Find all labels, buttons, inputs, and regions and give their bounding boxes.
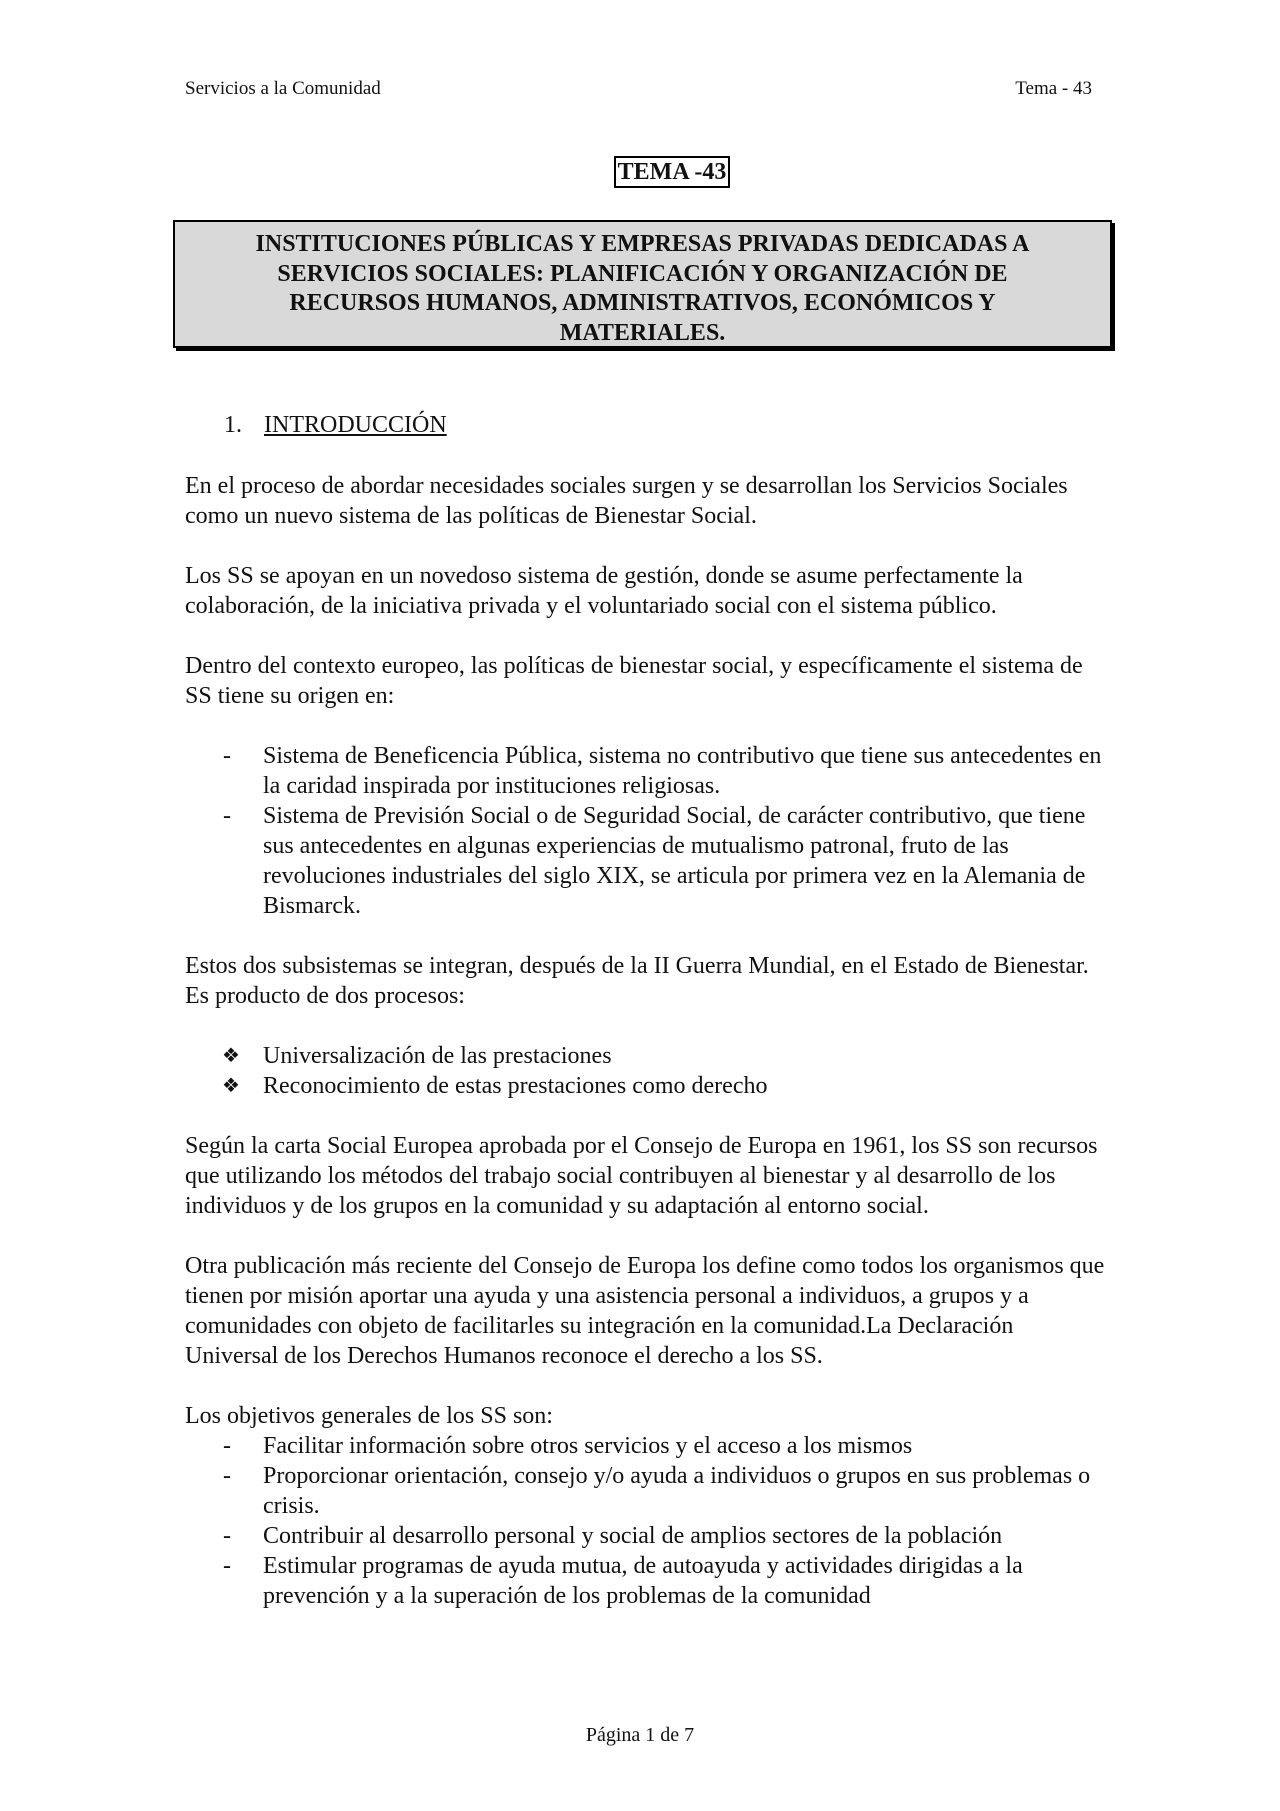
list-item [185, 801, 1105, 921]
section-label: INTRODUCCIÓN [264, 412, 447, 438]
page-footer: Página 1 de 7 [585, 1724, 695, 1746]
title-box [173, 220, 1112, 348]
process-list [185, 1041, 1105, 1101]
list-item [185, 741, 1105, 801]
header-right: Tema - 43 [1015, 78, 1092, 99]
tema-label: TEMA -43 [614, 156, 731, 188]
list-item [185, 1521, 1105, 1551]
list-item [185, 1431, 1105, 1461]
dash-bullet: - [223, 1553, 231, 1579]
paragraph: Los SS se apoyan en un novedoso sistema de gestión, donde se asume perfectamente la colaboración, de la iniciativa privada y el voluntariado social con el sistema público. [185, 563, 1023, 619]
body-text [185, 471, 1105, 1641]
diamond-bullet-icon: ❖ [222, 1045, 240, 1067]
list-item [185, 1461, 1105, 1521]
list-item-text: Facilitar información sobre otros servicios y el acceso a los mismos [263, 1433, 913, 1459]
dash-bullet: - [223, 1433, 231, 1459]
list-item [185, 1071, 1105, 1101]
paragraph: Según la carta Social Europea aprobada por el Consejo de Europa en 1961, los SS son recursos que utilizando los métodos del trabajo social contribuyen al bienestar y al desarrollo de los individuos y de los grupos en la comunidad y su adaptación al entorno social. [185, 1133, 1098, 1219]
objectives-list [185, 1431, 1105, 1611]
list-item [185, 1041, 1105, 1071]
list-item [185, 1551, 1105, 1611]
origin-list [185, 741, 1105, 921]
list-item-text: Universalización de las prestaciones [263, 1043, 612, 1069]
list-item-text: Estimular programas de ayuda mutua, de autoayuda y actividades dirigidas a la prevención y a la superación de los problemas de la comunidad [263, 1553, 1023, 1609]
paragraph: Otra publicación más reciente del Consejo de Europa los define como todos los organismos que tienen por misión aportar una ayuda y una asistencia personal a individuos, a grupos y a comunidades con objeto de facilitarles su integración en la comunidad.La Declaración Universal de los Derechos Humanos reconoce el derecho a los SS. [185, 1253, 1105, 1369]
list-item-text: Reconocimiento de estas prestaciones como derecho [263, 1073, 768, 1099]
paragraph: Los objetivos generales de los SS son: [185, 1403, 553, 1429]
dash-bullet: - [223, 803, 231, 829]
list-item-text: Contribuir al desarrollo personal y social de amplios sectores de la población [263, 1523, 1003, 1549]
header-left: Servicios a la Comunidad [185, 78, 381, 99]
section-number: 1. [224, 412, 242, 438]
title-line: INSTITUCIONES PÚBLICAS Y EMPRESAS PRIVADAS DEDICADAS A [255, 231, 1030, 257]
list-item-text: Proporcionar orientación, consejo y/o ayuda a individuos o grupos en sus problemas o crisis. [263, 1463, 1091, 1519]
paragraph: Estos dos subsistemas se integran, después de la II Guerra Mundial, en el Estado de Bienestar. Es producto de dos procesos: [185, 953, 1089, 1009]
paragraph: En el proceso de abordar necesidades sociales surgen y se desarrollan los Servicios Sociales como un nuevo sistema de las políticas de Bienestar Social. [185, 473, 1068, 529]
dash-bullet: - [223, 1523, 231, 1549]
dash-bullet: - [223, 1463, 231, 1489]
title-line: MATERIALES. [559, 319, 726, 346]
list-item-text: Sistema de Beneficencia Pública, sistema no contributivo que tiene sus antecedentes en la caridad inspirada por instituciones religiosas. [263, 743, 1102, 799]
title-line: SERVICIOS SOCIALES: PLANIFICACIÓN Y ORGANIZACIÓN DE [277, 260, 1008, 287]
section-heading [224, 411, 447, 439]
tema-wrap [0, 156, 1280, 188]
list-item-text: Sistema de Previsión Social o de Seguridad Social, de carácter contributivo, que tiene sus antecedentes en algunas experiencias de mutualismo patronal, fruto de las revoluciones industriales del siglo XIX, se articula por primera vez en la Alemania de Bismarck. [263, 803, 1086, 919]
title-line: RECURSOS HUMANOS, ADMINISTRATIVOS, ECONÓMICOS Y [289, 290, 996, 316]
diamond-bullet-icon: ❖ [222, 1075, 240, 1097]
dash-bullet: - [223, 743, 231, 769]
paragraph: Dentro del contexto europeo, las políticas de bienestar social, y específicamente el sistema de SS tiene su origen en: [185, 653, 1083, 709]
